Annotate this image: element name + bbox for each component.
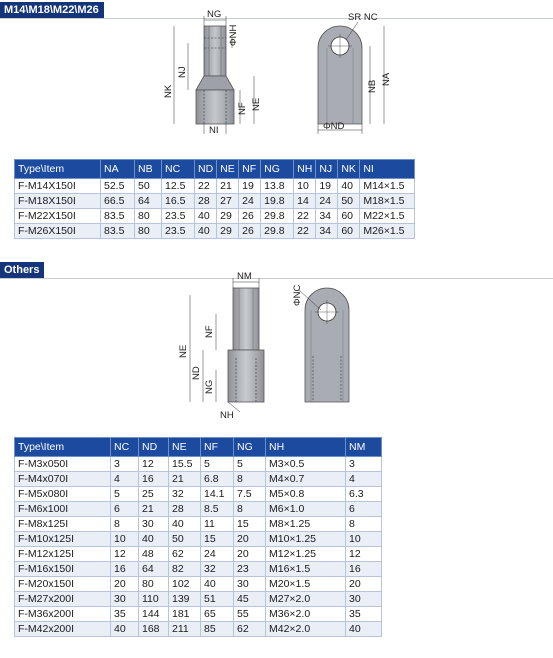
value-cell: 19 <box>239 179 261 194</box>
model-cell: F-M16x150I <box>15 562 111 577</box>
value-cell: 66.5 <box>101 194 135 209</box>
value-cell: M42×2.0 <box>266 622 346 637</box>
value-cell: 3 <box>346 457 382 472</box>
value-cell: 82 <box>169 562 201 577</box>
value-cell: 15 <box>201 532 234 547</box>
column-header: NG <box>261 160 294 179</box>
value-cell: 16 <box>139 472 169 487</box>
value-cell: 21 <box>217 179 239 194</box>
value-cell: 35 <box>111 607 139 622</box>
value-cell: 16 <box>346 562 382 577</box>
table-header-row <box>15 160 415 179</box>
column-header: NM <box>346 438 382 457</box>
table-row <box>15 179 415 194</box>
value-cell: 8 <box>234 472 266 487</box>
model-cell: F-M6x100I <box>15 502 111 517</box>
value-cell: 139 <box>169 592 201 607</box>
value-cell: 45 <box>234 592 266 607</box>
column-header: NE <box>217 160 239 179</box>
value-cell: M8×1.25 <box>266 517 346 532</box>
value-cell: 19 <box>316 179 338 194</box>
column-header: NA <box>101 160 135 179</box>
column-header: Type\Item <box>15 438 111 457</box>
table-row <box>15 577 382 592</box>
value-cell: 8 <box>234 502 266 517</box>
value-cell: 29.8 <box>261 209 294 224</box>
value-cell: 7.5 <box>234 487 266 502</box>
value-cell: 110 <box>139 592 169 607</box>
dim-label-nf: NF <box>204 325 215 338</box>
value-cell: 40 <box>139 532 169 547</box>
column-header: NF <box>201 438 234 457</box>
dim-label-nk: NK <box>163 84 174 98</box>
value-cell: 5 <box>111 487 139 502</box>
value-cell: 62 <box>234 622 266 637</box>
value-cell: 40 <box>338 179 360 194</box>
dim-label-ne: NE <box>251 97 262 111</box>
value-cell: 6.3 <box>346 487 382 502</box>
column-header: NH <box>266 438 346 457</box>
value-cell: M5×0.8 <box>266 487 346 502</box>
value-cell: 12.5 <box>162 179 195 194</box>
dim-label-ne: NE <box>178 344 189 358</box>
value-cell: 24 <box>239 194 261 209</box>
value-cell: 15.5 <box>169 457 201 472</box>
model-cell: F-M3x050I <box>15 457 111 472</box>
value-cell: 28 <box>195 194 217 209</box>
model-cell: F-M22X150I <box>15 209 101 224</box>
model-cell: F-M26X150I <box>15 224 101 239</box>
value-cell: 20 <box>234 547 266 562</box>
value-cell: 12 <box>346 547 382 562</box>
column-header: NE <box>169 438 201 457</box>
model-cell: F-M10x125I <box>15 532 111 547</box>
value-cell: 30 <box>346 592 382 607</box>
value-cell: 80 <box>135 224 162 239</box>
value-cell: 60 <box>338 224 360 239</box>
value-cell: 30 <box>234 577 266 592</box>
model-cell: F-M12x125I <box>15 547 111 562</box>
column-header: NH <box>294 160 316 179</box>
value-cell: 83.5 <box>101 209 135 224</box>
value-cell: M36×2.0 <box>266 607 346 622</box>
table-row <box>15 457 382 472</box>
value-cell: 29.8 <box>261 224 294 239</box>
value-cell: 181 <box>169 607 201 622</box>
column-header: NF <box>239 160 261 179</box>
value-cell: 22 <box>294 224 316 239</box>
model-cell: F-M20x150I <box>15 577 111 592</box>
small-clevis-side-view-drawing <box>170 270 280 420</box>
value-cell: 21 <box>139 502 169 517</box>
value-cell: 60 <box>338 209 360 224</box>
dim-label-nd: ND <box>191 366 202 380</box>
value-cell: 12 <box>111 547 139 562</box>
value-cell: 80 <box>135 209 162 224</box>
clevis-front-view-drawing <box>300 8 400 138</box>
value-cell: 5 <box>201 457 234 472</box>
value-cell: 32 <box>201 562 234 577</box>
value-cell: 40 <box>195 224 217 239</box>
value-cell: 211 <box>169 622 201 637</box>
value-cell: 34 <box>316 209 338 224</box>
clevis-side-view-drawing <box>160 8 280 138</box>
value-cell: 6.8 <box>201 472 234 487</box>
value-cell: 25 <box>139 487 169 502</box>
value-cell: 10 <box>294 179 316 194</box>
value-cell: 30 <box>111 592 139 607</box>
value-cell: 20 <box>234 532 266 547</box>
column-header: NG <box>234 438 266 457</box>
value-cell: 3 <box>111 457 139 472</box>
value-cell: 24 <box>316 194 338 209</box>
value-cell: 34 <box>316 224 338 239</box>
table-row <box>15 592 382 607</box>
value-cell: 24 <box>201 547 234 562</box>
column-header: Type\Item <box>15 160 101 179</box>
value-cell: 27 <box>217 194 239 209</box>
value-cell: M4×0.7 <box>266 472 346 487</box>
value-cell: 22 <box>294 209 316 224</box>
column-header: NI <box>360 160 415 179</box>
table-row <box>15 532 382 547</box>
value-cell: 51 <box>201 592 234 607</box>
value-cell: 10 <box>346 532 382 547</box>
value-cell: 29 <box>217 224 239 239</box>
column-header: NB <box>135 160 162 179</box>
column-header: ND <box>139 438 169 457</box>
value-cell: 20 <box>346 577 382 592</box>
value-cell: 23 <box>234 562 266 577</box>
value-cell: 65 <box>201 607 234 622</box>
value-cell: 30 <box>139 517 169 532</box>
value-cell: M6×1.0 <box>266 502 346 517</box>
dim-label-phi-nh: ΦNH <box>228 24 239 46</box>
value-cell: 64 <box>135 194 162 209</box>
model-cell: F-M8x125I <box>15 517 111 532</box>
dim-label-nh: NH <box>220 410 234 420</box>
table-row <box>15 224 415 239</box>
dim-label-phi-nd: ΦND <box>323 121 345 132</box>
value-cell: 144 <box>139 607 169 622</box>
table-row <box>15 622 382 637</box>
value-cell: 32 <box>169 487 201 502</box>
model-cell: F-M5x080I <box>15 487 111 502</box>
value-cell: 62 <box>169 547 201 562</box>
value-cell: 40 <box>346 622 382 637</box>
value-cell: 83.5 <box>101 224 135 239</box>
value-cell: 8 <box>346 517 382 532</box>
dim-label-phi-nc: ΦNC <box>292 284 303 306</box>
value-cell: M26×1.5 <box>360 224 415 239</box>
table-row <box>15 209 415 224</box>
value-cell: 15 <box>234 517 266 532</box>
table-row <box>15 547 382 562</box>
value-cell: M10×1.25 <box>266 532 346 547</box>
column-header: NJ <box>316 160 338 179</box>
table-row <box>15 562 382 577</box>
model-cell: F-M4x070I <box>15 472 111 487</box>
value-cell: 23.5 <box>162 209 195 224</box>
value-cell: 50 <box>135 179 162 194</box>
value-cell: 10 <box>111 532 139 547</box>
value-cell: 80 <box>139 577 169 592</box>
model-cell: F-M36x200I <box>15 607 111 622</box>
section-title-m14-m26: M14\M18\M22\M26 <box>0 2 104 19</box>
section-title-others: Others <box>0 262 44 279</box>
dim-label-ng: NG <box>204 379 215 394</box>
value-cell: 23.5 <box>162 224 195 239</box>
dim-label-nb: NB <box>367 79 378 93</box>
table-row <box>15 517 382 532</box>
dim-label-sr-nc: SR NC <box>348 12 378 23</box>
value-cell: 4 <box>346 472 382 487</box>
value-cell: M14×1.5 <box>360 179 415 194</box>
value-cell: 4 <box>111 472 139 487</box>
value-cell: 26 <box>239 224 261 239</box>
model-cell: F-M18X150I <box>15 194 101 209</box>
value-cell: 16 <box>111 562 139 577</box>
dim-label-nj: NJ <box>177 66 188 78</box>
table-row <box>15 472 382 487</box>
column-header: NK <box>338 160 360 179</box>
value-cell: 52.5 <box>101 179 135 194</box>
small-clevis-front-view-drawing <box>285 270 375 420</box>
value-cell: 40 <box>195 209 217 224</box>
dim-label-ng: NG <box>207 9 222 20</box>
model-cell: F-M27x200I <box>15 592 111 607</box>
value-cell: 28 <box>169 502 201 517</box>
dim-label-nf: NF <box>237 102 248 115</box>
value-cell: 35 <box>346 607 382 622</box>
value-cell: M22×1.5 <box>360 209 415 224</box>
value-cell: 19.8 <box>261 194 294 209</box>
table-row <box>15 607 382 622</box>
dim-label-na: NA <box>381 72 392 86</box>
value-cell: 16.5 <box>162 194 195 209</box>
value-cell: 22 <box>195 179 217 194</box>
spec-table-others <box>14 437 382 637</box>
model-cell: F-M42x200I <box>15 622 111 637</box>
table-header-row <box>15 438 382 457</box>
value-cell: 55 <box>234 607 266 622</box>
column-header: ND <box>195 160 217 179</box>
spec-table-m14-m26 <box>14 159 415 239</box>
value-cell: 85 <box>201 622 234 637</box>
value-cell: M27×2.0 <box>266 592 346 607</box>
column-header: NC <box>111 438 139 457</box>
value-cell: 50 <box>169 532 201 547</box>
value-cell: 40 <box>201 577 234 592</box>
dim-label-ni: NI <box>209 125 219 136</box>
value-cell: 102 <box>169 577 201 592</box>
value-cell: 29 <box>217 209 239 224</box>
value-cell: 11 <box>201 517 234 532</box>
value-cell: M3×0.5 <box>266 457 346 472</box>
value-cell: 6 <box>111 502 139 517</box>
table-row <box>15 502 382 517</box>
value-cell: 48 <box>139 547 169 562</box>
value-cell: M12×1.25 <box>266 547 346 562</box>
model-cell: F-M14X150I <box>15 179 101 194</box>
value-cell: 40 <box>169 517 201 532</box>
table-row <box>15 487 382 502</box>
table-row <box>15 194 415 209</box>
value-cell: 26 <box>239 209 261 224</box>
value-cell: 50 <box>338 194 360 209</box>
value-cell: M18×1.5 <box>360 194 415 209</box>
value-cell: 40 <box>111 622 139 637</box>
value-cell: M16×1.5 <box>266 562 346 577</box>
value-cell: 8.5 <box>201 502 234 517</box>
value-cell: 6 <box>346 502 382 517</box>
value-cell: 64 <box>139 562 169 577</box>
value-cell: 14.1 <box>201 487 234 502</box>
value-cell: 168 <box>139 622 169 637</box>
value-cell: 21 <box>169 472 201 487</box>
value-cell: 13.8 <box>261 179 294 194</box>
dim-label-nm: NM <box>237 271 252 282</box>
value-cell: M20×1.5 <box>266 577 346 592</box>
value-cell: 5 <box>234 457 266 472</box>
value-cell: 20 <box>111 577 139 592</box>
column-header: NC <box>162 160 195 179</box>
value-cell: 14 <box>294 194 316 209</box>
value-cell: 8 <box>111 517 139 532</box>
value-cell: 12 <box>139 457 169 472</box>
